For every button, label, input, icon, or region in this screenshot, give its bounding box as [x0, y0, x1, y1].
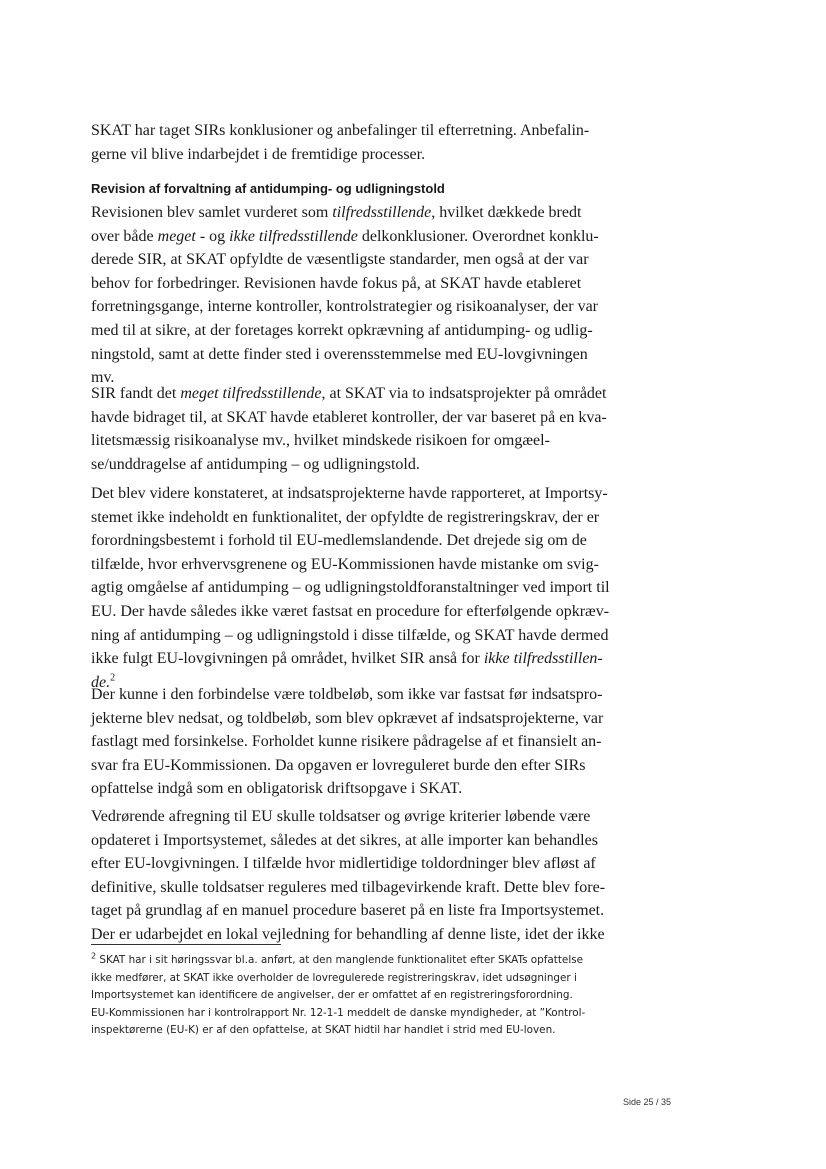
text-run: , hvilket dækkede bredt	[431, 204, 582, 221]
paragraph-2	[91, 382, 631, 476]
paragraph-1	[91, 201, 631, 390]
paragraph-5	[91, 805, 631, 947]
paragraph-line: derede SIR, at SKAT opfyldte de væsentligste standarder, men også at der var	[91, 251, 589, 269]
emphasis: ikke tilfredsstillende	[229, 227, 358, 245]
emphasis: tilfredsstillende	[332, 204, 432, 221]
paragraph-line: taget på grundlag af en manuel procedure baseret på en liste fra Importsystemet.	[91, 902, 605, 920]
paragraph-line: forretningsgange, interne kontroller, kontrolstrategier og risikoanalyser, der var	[91, 298, 598, 316]
text-run: SKAT har i sit høringssvar bl.a. anført, at den manglende funktionalitet efter SKATs opfattelse	[96, 954, 584, 966]
paragraph-line: opdateret i Importsystemet, således at det sikres, at alle importer kan behandles	[91, 831, 598, 849]
footnote-divider	[91, 944, 281, 945]
paragraph-line: Der kunne i den forbindelse være toldbeløb, som ikke var fastsat før indsatspro-	[91, 686, 603, 703]
paragraph-line: Der er udarbejdet en lokal vejledning for behandling af denne liste, idet der ikke	[91, 925, 605, 943]
paragraph-line: ning af antidumping – og udligningstold i disse tilfælde, og SKAT havde dermed	[91, 626, 609, 644]
paragraph-line: mv.	[91, 369, 115, 387]
intro-line: gerne vil blive indarbejdet i de fremtidige processer.	[91, 145, 426, 163]
paragraph-line: efter EU-lovgivningen. I tilfælde hvor midlertidige toldordninger blev afløst af	[91, 855, 596, 873]
paragraph-line: jekterne blev nedsat, og toldbeløb, som blev opkrævet af indsatsprojekterne, var	[91, 709, 604, 727]
paragraph-line: definitive, skulle toldsatser reguleres med tilbagevirkende kraft. Dette blev fore-	[91, 878, 606, 896]
paragraph-line: med til at sikre, at der foretages korrekt opkrævning af antidumping- og udlig-	[91, 321, 593, 339]
text-run: ikke fulgt EU-lovgivningen på området, hvilket SIR anså for	[91, 650, 484, 668]
paragraph-3	[91, 482, 631, 694]
text-run: , at SKAT via to indsatsprojekter på området	[321, 385, 607, 402]
paragraph-line: se/unddragelse af antidumping – og udligningstold.	[91, 455, 420, 473]
footnote-line: inspektørerne (EU-K) er af den opfattelse, at SKAT hidtil har handlet i strid med EU-loven.	[91, 1024, 556, 1036]
emphasis: meget	[157, 227, 196, 245]
paragraph-line	[91, 201, 631, 225]
paragraph-line: forordningsbestemt i forhold til EU-medlemslandende. Det drejede sig om de	[91, 532, 587, 550]
text-run: over både	[91, 227, 158, 245]
paragraph-line: stemet ikke indeholdt en funktionalitet, der opfyldte de registreringskrav, der er	[91, 508, 600, 526]
paragraph-line: behov for forbedringer. Revisionen havde fokus på, at SKAT havde etableret	[91, 274, 582, 292]
paragraph-line	[91, 647, 631, 671]
emphasis: ikke tilfredsstillen-	[483, 650, 603, 668]
paragraph-line: fastlagt med forsinkelse. Forholdet kunne risikere pådragelse af et finansielt an-	[91, 733, 602, 751]
footnote	[91, 952, 616, 1040]
page-number: Side 25 / 35	[623, 1097, 672, 1107]
paragraph-line: svar fra EU-Kommissionen. Da opgaven er lovreguleret burde den efter SIRs	[91, 756, 586, 774]
paragraph-line: EU. Der havde således ikke været fastsat en procedure for efterfølgende opkræv-	[91, 602, 610, 620]
paragraph-line	[91, 225, 631, 249]
footnote-line: ikke medfører, at SKAT ikke overholder de lovregulerede registreringskrav, idet udsøgninger i	[91, 971, 577, 984]
paragraph-line: havde bidraget til, at SKAT havde etableret kontroller, der var baseret på en kva-	[91, 408, 607, 426]
emphasis: de.	[91, 673, 111, 691]
paragraph-line: litetsmæssig risikoanalyse mv., hvilket mindskede risikoen for omgæel-	[91, 432, 550, 450]
emphasis: meget tilfredsstillende	[180, 385, 322, 402]
paragraph-4	[91, 683, 631, 801]
footnote-line: Importsystemet kan identificere de angivelser, der er omfattet af en registreringsforordning.	[91, 989, 573, 1001]
paragraph-line	[91, 382, 631, 406]
paragraph-line: ningstold, samt at dette finder sted i overensstemmelse med EU-lovgivningen	[91, 345, 588, 363]
text-run: delkonklusioner. Overordnet konklu-	[357, 227, 599, 245]
footnote-marker: 2	[91, 951, 97, 961]
paragraph-line: opfattelse indgå som en obligatorisk driftsopgave i SKAT.	[91, 780, 463, 798]
footnote-reference[interactable]: 2	[110, 672, 116, 684]
text-run: Revisionen blev samlet vurderet som	[91, 204, 333, 221]
intro-paragraph	[91, 119, 631, 166]
paragraph-line: Det blev videre konstateret, at indsatsprojekterne havde rapporteret, at Importsy-	[91, 485, 608, 502]
paragraph-line: agtig omgåelse af antidumping – og udligningstoldforanstaltninger ved import til	[91, 579, 610, 597]
intro-line: SKAT har taget SIRs konklusioner og anbefalinger til efterretning. Anbefalin-	[91, 122, 590, 139]
text-run: SIR fandt det	[91, 385, 181, 402]
footnote-line	[91, 952, 616, 970]
paragraph-line: tilfælde, hvor erhvervsgrenene og EU-Kommissionen havde mistanke om svig-	[91, 555, 599, 573]
text-run: - og	[195, 227, 230, 245]
paragraph-line: Vedrørende afregning til EU skulle toldsatser og øvrige kriterier løbende være	[91, 808, 591, 825]
footnote-line: EU-Kommissionen har i kontrolrapport Nr. 12-1-1 meddelt de danske myndigheder, at ”Kontrol-	[91, 1006, 586, 1019]
section-heading: Revision af forvaltning af antidumping- og udligningstold	[91, 181, 445, 196]
